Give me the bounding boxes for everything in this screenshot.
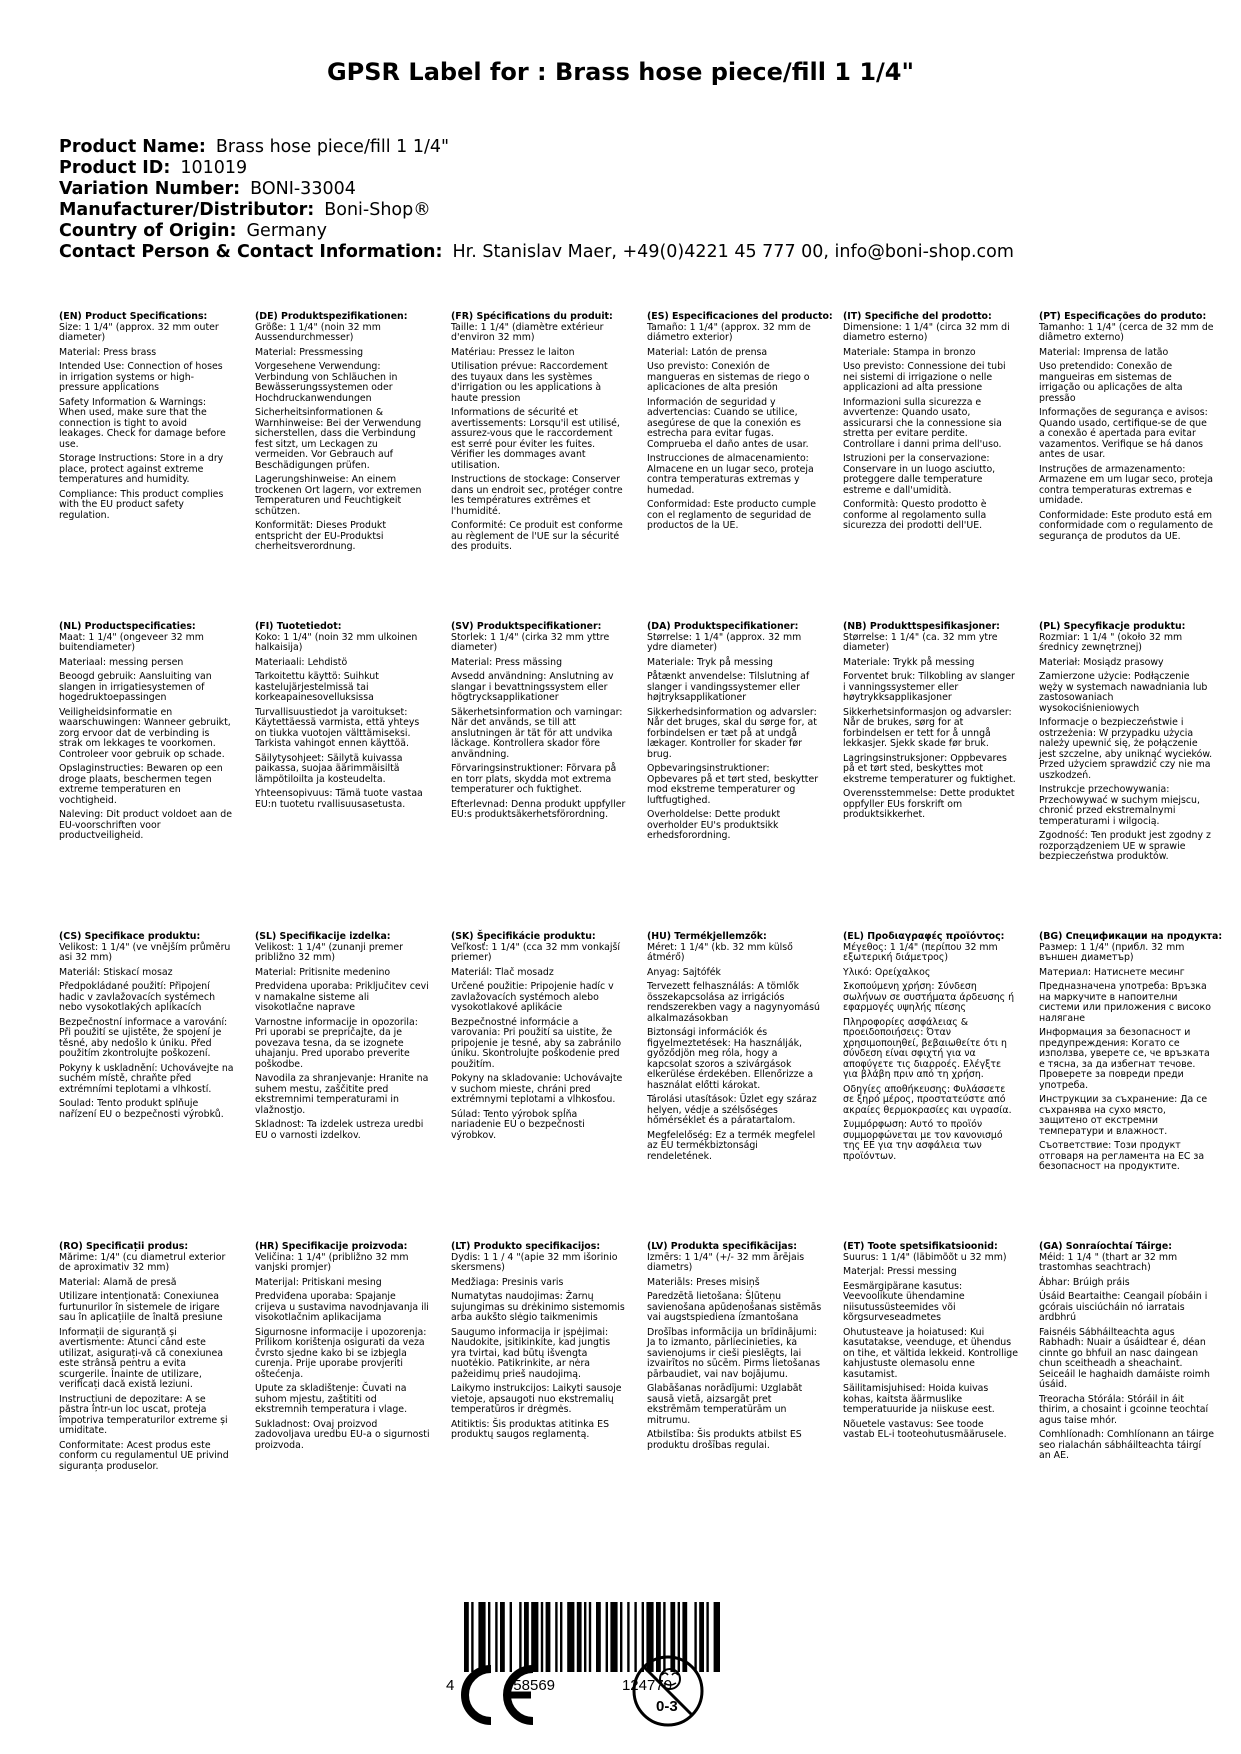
section-paragraph: Uso pretendido: Conexão de mangueiras em sistemas de irrigação ou aplicações de alta pressão: [1039, 361, 1183, 404]
section-paragraph: Intended Use: Connection of hoses in irrigation systems or high-pressure applications: [59, 361, 223, 393]
section-paragraph: Größe: 1 1/4" (noin 32 mm Aussendurchmesser): [255, 321, 381, 343]
barcode-bar: [610, 1602, 617, 1672]
section-paragraph: Pokyny k uskladnění: Uchovávejte na suchém místě, chraňte před extrémními teplotami a vlhkostí.: [59, 1062, 234, 1095]
barcode-bar: [584, 1602, 586, 1672]
section-paragraph: Material: Alamă de presă: [59, 1276, 177, 1288]
section-paragraph: Storage Instructions: Store in a dry place, protect against extreme temperatures and humidity.: [59, 453, 224, 485]
section-paragraph: Instrukcje przechowywania: Przechowywać w suchym miejscu, chronić przed ekstremalnymi temperaturami i wilgocią.: [1039, 784, 1200, 827]
language-section: [255, 932, 430, 1145]
barcode-digit-left: 4: [446, 1677, 455, 1694]
contact-row: [59, 242, 1014, 263]
section-heading: (CS) Specifikace produktu:: [59, 931, 201, 942]
section-paragraph: Faisnéis Sábháilteachta agus Rabhadh: Nuair a úsáidtear é, déan cinnte go bhfuil an nasc daingean chun sceitheadh a sheachaint. Seiceáil le haghaidh damáiste roimh úsáid.: [1039, 1326, 1210, 1390]
language-section: [843, 1242, 1018, 1445]
barcode-bar: [471, 1602, 473, 1672]
section-paragraph: Tervezett felhasználás: A tömlők összekapcsolása az irrigációs rendszerekben vagy a nagynyomású alkalmazásokban: [647, 981, 820, 1024]
language-section: [59, 622, 234, 846]
section-paragraph: Veiligheidsinformatie en waarschuwingen: Wanneer gebruikt, zorg ervoor dat de verbinding is strak om lekkages te voorkomen. Controleer voor gebruik op schade.: [59, 706, 231, 760]
section-heading: (SK) Špecifikácie produktu:: [451, 931, 596, 942]
section-paragraph: Materiaali: Lehdistö: [255, 656, 348, 668]
meta-label: Variation Number:: [59, 179, 241, 199]
section-paragraph: Storlek: 1 1/4" (cirka 32 mm yttre diameter): [451, 631, 610, 653]
section-heading: (PL) Specyfikacje produktu:: [1039, 621, 1186, 632]
section-paragraph: Materiale: Trykk på messing: [843, 656, 975, 668]
section-heading: (PT) Especificações do produto:: [1039, 311, 1207, 322]
section-paragraph: Matériau: Pressez le laiton: [451, 346, 575, 358]
section-paragraph: Materiāls: Preses misiņš: [647, 1276, 760, 1288]
meta-value: Germany: [246, 221, 327, 241]
section-paragraph: Tarkoitettu käyttö: Suihkut kastelujärjestelmissä tai korkeapainesovelluksissa: [255, 671, 379, 703]
section-paragraph: Paredzētā lietošana: Šļūteņu savienošana apūdeņošanas sistēmās vai augstspiediena izmantošana: [647, 1291, 822, 1323]
barcode-bar: [706, 1602, 708, 1672]
barcode-bar: [495, 1602, 497, 1672]
section-paragraph: Pokyny na skladovanie: Uchovávajte v suchom mieste, chráni pred extrémnymi teplotami a vlhkosťou.: [451, 1073, 623, 1105]
section-paragraph: Forventet bruk: Tilkobling av slanger i vanningssystemer eller høytrykksapplikasjoner: [843, 671, 1015, 703]
section-paragraph: Påtænkt anvendelse: Tilslutning af slanger i vandingssystemer eller højtryksapplikationer: [647, 671, 810, 703]
section-paragraph: Material: Press mässing: [451, 656, 563, 668]
section-paragraph: Megfelelőség: Ez a termék megfelel az EU termékbiztonsági rendeletének.: [647, 1129, 816, 1162]
section-paragraph: Οδηγίες αποθήκευσης: Φυλάσσετε σε ξηρό μέρος, προστατεύστε από ακραίες θερμοκρασίες και υγρασία.: [843, 1083, 1012, 1116]
section-heading: (ET) Toote spetsifikatsioonid:: [843, 1241, 998, 1252]
section-paragraph: Sukladnost: Ovaj proizvod zadovoljava uredbu EU-a o sigurnosti proizvoda.: [255, 1418, 430, 1451]
section-paragraph: Izmērs: 1 1/4" (+/- 32 mm ārējais diametrs): [647, 1251, 805, 1273]
section-paragraph: Méret: 1 1/4" (kb. 32 mm külső átmérő): [647, 941, 793, 963]
section-paragraph: Size: 1 1/4" (approx. 32 mm outer diameter): [59, 321, 219, 343]
section-paragraph: Информация за безопасност и предупреждения: Когато се използва, уверете се, че връзката е тясна, за да избегнат течове. Проверете за повреди преди употреба.: [1039, 1027, 1210, 1091]
section-paragraph: Beoogd gebruik: Aansluiting van slangen in irrigatiesystemen of hogedruktoepassingen: [59, 671, 212, 703]
section-heading: (NL) Productspecificaties:: [59, 621, 196, 632]
barcode-bar: [555, 1602, 557, 1672]
section-paragraph: Comhlíonadh: Comhlíonann an táirge seo rialachán sábháilteachta táirgí an AE.: [1039, 1429, 1214, 1461]
section-heading: (DA) Produktspecifikationer:: [647, 621, 799, 632]
section-paragraph: Размер: 1 1/4" (прибл. 32 mm външен диаметър): [1039, 941, 1185, 963]
section-paragraph: Información de seguridad y advertencias: Cuando se utilice, asegúrese de que la conexión es estrecha para evitar fugas. Comprueba el daño antes de usar.: [647, 396, 809, 450]
section-paragraph: Opbevaringsinstruktioner: Opbevares på et tørt sted, beskytter mod ekstreme temperaturer og luftfugtighed.: [647, 763, 819, 806]
language-section: [451, 932, 626, 1145]
section-paragraph: Předpokládané použití: Připojení hadic v zavlažovacích systémech nebo vysokotlakých aplikacích: [59, 981, 216, 1013]
section-paragraph: Materiał: Mosiądz prasowy: [1039, 656, 1164, 668]
section-paragraph: Upute za skladištenje: Čuvati na suhom mjestu, zaštititi od ekstremnih temperatura i vlage.: [255, 1383, 408, 1415]
section-paragraph: Bezpečnostné informácie a varovania: Pri použití sa uistite, že pripojenie je tesné, aby sa zabránilo úniku. Skontrolujte poškodenie pred použitím.: [451, 1016, 622, 1070]
section-paragraph: Compliance: This product complies with the EU product safety regulation.: [59, 488, 224, 521]
country-row: [59, 221, 1014, 242]
section-paragraph: Opslaginstructies: Bewaren op een droge plaats, beschermen tegen extreme temperaturen en vochtigheid.: [59, 763, 223, 806]
section-paragraph: Velikost: 1 1/4" (zunanji premer približno 32 mm): [255, 941, 403, 963]
section-heading: (GA) Sonraíochtaí Táirge:: [1039, 1241, 1172, 1252]
language-section: [1039, 1242, 1214, 1466]
section-paragraph: Størrelse: 1 1/4" (approx. 32 mm ydre diameter): [647, 631, 802, 653]
language-section: [451, 622, 626, 825]
age-0-3-warning-icon: [630, 1653, 706, 1729]
section-heading: (HU) Termékjellemzők:: [647, 931, 767, 942]
section-heading: (HR) Specifikacije proizvoda:: [255, 1241, 408, 1252]
section-paragraph: Suurus: 1 1/4" (läbimõõt u 32 mm): [843, 1251, 1007, 1263]
section-paragraph: Treoracha Stórála: Stóráil in áit thirim, a chosaint i gcoinne teochtaí agus taise mhór.: [1039, 1393, 1209, 1426]
section-paragraph: Størrelse: 1 1/4" (ca. 32 mm ytre diameter): [843, 631, 998, 653]
section-heading: (NB) Produkttspesifikasjoner:: [843, 621, 1000, 632]
section-paragraph: Материал: Натиснете месинг: [1039, 966, 1185, 978]
section-heading: (SL) Specifikacije izdelka:: [255, 931, 391, 942]
language-section: [647, 1242, 822, 1455]
section-paragraph: Utilizare intenționată: Conexiunea furtunurilor în sistemele de irigare sau în aplicațiile de înaltă presiune: [59, 1291, 223, 1323]
language-section: [451, 1242, 626, 1445]
section-paragraph: Materiale: Stampa in bronzo: [843, 346, 976, 358]
section-paragraph: Koko: 1 1/4" (noin 32 mm ulkoinen halkaisija): [255, 631, 418, 653]
section-paragraph: Sigurnosne informacije i upozorenja: Prilikom korištenja osigurati da veza čvrsto sjedne kako bi se izbjegla curenja. Prije uporabe provjeriti oštećenja.: [255, 1326, 427, 1380]
meta-label: Contact Person & Contact Information:: [59, 242, 443, 262]
language-section: [59, 932, 234, 1124]
section-paragraph: Yhteensopivuus: Tämä tuote vastaa EU:n tuotetu rvallisuusasetusta.: [255, 788, 423, 810]
section-heading: (ES) Especificaciones del producto:: [647, 311, 833, 322]
section-paragraph: Soulad: Tento produkt splňuje nařízení EU o bezpečnosti výrobků.: [59, 1098, 224, 1120]
section-paragraph: Utilisation prévue: Raccordement des tuyaux dans les systèmes d'irrigation ou les applications à haute pression: [451, 361, 608, 404]
barcode-bar: [606, 1602, 608, 1672]
section-paragraph: Numatytas naudojimas: Žarnų sujungimas su drėkinimo sistemomis arba aukšto slėgio taikmenimis: [451, 1291, 625, 1323]
section-paragraph: Velikost: 1 1/4" (ve vnějším průměru asi 32 mm): [59, 941, 231, 963]
variation-number-row: [59, 179, 1014, 200]
section-paragraph: Biztonsági információk és figyelmeztetések: Ha használják, győződjön meg róla, hogy a kapcsolat szoros a szivárgások elkerülése érdekében. Ellenőrizze a használat előtti károkat.: [647, 1027, 814, 1091]
meta-label: Product Name:: [59, 137, 206, 157]
section-paragraph: Ábhar: Brúigh práis: [1039, 1276, 1130, 1288]
language-section: [255, 312, 430, 557]
section-paragraph: Informacje o bezpieczeństwie i ostrzeżenia: W przypadku użycia należy upewnić się, że połączenie jest szczelne, aby uniknąć wycieków. Przed użyciem sprawdzić czy nie ma uszkodzeń.: [1039, 717, 1213, 781]
section-paragraph: Material: Imprensa de latão: [1039, 346, 1169, 358]
meta-label: Manufacturer/Distributor:: [59, 200, 315, 220]
section-paragraph: Инструкции за съхранение: Да се съхранява на сухо място, защитено от екстремни температури и влажност.: [1039, 1094, 1208, 1137]
barcode-bar: [546, 1602, 551, 1672]
barcode-bar: [488, 1602, 490, 1672]
barcode-bar: [531, 1602, 538, 1672]
section-paragraph: Conformidad: Este producto cumple con el reglamento de seguridad de productos de la UE.: [647, 499, 817, 531]
section-paragraph: Navodila za shranjevanje: Hranite na suhem mestu, zaščitite pred ekstremnimi temperaturami in vlažnostjo.: [255, 1073, 429, 1116]
section-paragraph: Conformitate: Acest produs este conform cu regulamentul UE privind siguranța produselor.: [59, 1439, 229, 1472]
section-paragraph: Maat: 1 1/4" (ongeveer 32 mm buitendiameter): [59, 631, 204, 653]
section-paragraph: Instrucțiuni de depozitare: A se păstra într-un loc uscat, proteja împotriva temperaturilor extreme și umiditate.: [59, 1393, 228, 1436]
section-paragraph: Uso previsto: Connessione dei tubi nei sistemi di irrigazione o nelle applicazioni ad alta pressione: [843, 361, 1006, 393]
barcode-bar: [577, 1602, 582, 1672]
section-paragraph: Informações de segurança e avisos: Quando usado, certifique-se de que a conexão é apertada para evitar vazamentos. Verifique se há danos antes de usar.: [1039, 407, 1208, 460]
section-paragraph: Tamanho: 1 1/4" (cerca de 32 mm de diâmetro externo): [1039, 321, 1214, 343]
section-paragraph: Предназначена употреба: Връзка на маркучите в напоителни системи или приложения с високо налягане: [1039, 981, 1211, 1024]
section-paragraph: Sikkerhetsinformasjon og advarsler: Når de brukes, sørg for at forbindelsen er tett for å unngå lekkasjer. Sjekk skade før bruk.: [843, 706, 1012, 749]
language-section: [843, 312, 1018, 536]
language-section: [843, 932, 1018, 1166]
section-paragraph: Material: Pritisnite medenino: [255, 966, 391, 978]
section-paragraph: Určené použitie: Pripojenie hadíc v zavlažovacích systémoch alebo vysokotlakové aplikácie: [451, 981, 614, 1013]
section-heading: (DE) Produktspezifikationen:: [255, 311, 408, 322]
section-paragraph: Saugumo informacija ir įspėjimai: Naudokite, įsitikinkite, kad jungtis yra tvirtai, kad būtų išvengta nuotėkio. Patikrinkite, ar nėra pažeidimų prieš naudojimą.: [451, 1326, 611, 1380]
barcode-bar: [541, 1602, 543, 1672]
section-paragraph: Efterlevnad: Denna produkt uppfyller EU:s produktsäkerhetsförordning.: [451, 798, 626, 820]
section-paragraph: Nõuetele vastavus: See toode vastab EL-i tooteohutusmäärusele.: [843, 1418, 1007, 1440]
section-heading: (EN) Product Specifications:: [59, 311, 208, 322]
language-section: [843, 622, 1018, 825]
section-heading: (FR) Spécifications du produit:: [451, 311, 613, 322]
section-heading: (LT) Produkto specifikacijos:: [451, 1241, 601, 1252]
section-paragraph: Materiaal: messing persen: [59, 656, 184, 668]
section-paragraph: Súlad: Tento výrobok spĺňa nariadenie EÚ o bezpečnosti výrobkov.: [451, 1108, 585, 1141]
language-section: [1039, 312, 1214, 546]
barcode-bar: [596, 1602, 601, 1672]
section-paragraph: Materiál: Tlač mosadz: [451, 966, 554, 978]
section-paragraph: Veľkosť: 1 1/4" (cca 32 mm vonkajší priemer): [451, 941, 620, 963]
section-paragraph: Konformität: Dieses Produkt entspricht der EU-Produktsi cherheitsverordnung.: [255, 520, 387, 552]
section-heading: (IT) Specifiche del prodotto:: [843, 311, 992, 322]
section-paragraph: Drošības informācija un brīdinājumi: Ja to izmanto, pārliecinieties, ka savienojums ir cieši pieslēgts, lai izvairītos no sūcēm. Pirms lietošanas pārbaudiet, vai nav bojājumu.: [647, 1326, 820, 1380]
product-meta: [59, 137, 1014, 263]
section-paragraph: Mărime: 1/4" (cu diametrul exterior de aproximativ 32 mm): [59, 1251, 226, 1273]
section-paragraph: Säkerhetsinformation och varningar: När det används, se till att anslutningen är tät för att undvika läckage. Kontrollera skador före användning.: [451, 706, 623, 760]
barcode-bar: [714, 1602, 720, 1672]
product-name-row: [59, 137, 1014, 158]
section-paragraph: Naleving: Dit product voldoet aan de EU-voorschriften voor productveiligheid.: [59, 809, 232, 841]
age-label: 0-3: [656, 1698, 678, 1715]
ce-mark-icon: [455, 1663, 539, 1727]
language-section: [647, 622, 822, 846]
barcode-group-left: 058569: [504, 1677, 556, 1694]
language-section: [451, 312, 626, 557]
language-section: [255, 622, 430, 814]
section-paragraph: Material: Pressmessing: [255, 346, 364, 358]
barcode-bar: [620, 1602, 622, 1672]
section-paragraph: Dimensione: 1 1/4" (circa 32 mm di diametro esterno): [843, 321, 1010, 343]
language-section: [59, 312, 234, 525]
section-paragraph: Conformità: Questo prodotto è conforme al regolamento sulla sicurezza dei prodotti dell'UE.: [843, 499, 987, 531]
section-heading: (RO) Specificații produs:: [59, 1241, 189, 1252]
section-paragraph: Съответствие: Този продукт отговаря на регламента на ЕС за безопасност на продуктите.: [1039, 1140, 1205, 1172]
section-paragraph: Sikkerhedsinformation og advarsler: Når det bruges, skal du sørge for, at forbindelsen er tæt på at undgå lækager. Kontroller for skader før brug.: [647, 706, 817, 760]
language-section: [59, 1242, 234, 1476]
barcode-bar: [510, 1602, 512, 1672]
section-heading: (BG) Спецификации на продукта:: [1039, 931, 1223, 942]
barcode-bar: [524, 1602, 529, 1672]
section-paragraph: Predviđena uporaba: Spajanje crijeva u sustavima navodnjavanja ili visokotlačnim aplikacijama: [255, 1291, 429, 1323]
section-paragraph: Tárolási utasítások: Üzlet egy száraz helyen, védje a szélsőséges hőmérséklet és a páratartalom.: [647, 1094, 817, 1126]
meta-label: Country of Origin:: [59, 221, 237, 241]
section-paragraph: Uso previsto: Conexión de mangueras en sistemas de riego o aplicaciones de alta presión: [647, 361, 810, 393]
manufacturer-row: [59, 200, 1014, 221]
section-paragraph: Sicherheitsinformationen & Warnhinweise: Bei der Verwendung sicherstellen, dass die Verbindung fest sitzt, um Leckagen zu vermeiden. Vor Gebrauch auf Beschädigungen prüfen.: [255, 407, 422, 471]
section-paragraph: Istruzioni per la conservazione: Conservare in un luogo asciutto, proteggere dalle temperature estreme e dall'umidità.: [843, 453, 996, 496]
section-paragraph: Overholdelse: Dette produkt overholder EU's produktsikk erhedsforordning.: [647, 809, 781, 841]
section-paragraph: Glabāšanas norādījumi: Uzglabāt sausā vietā, aizsargāt pret ekstrēmām temperatūrām un mitrumu.: [647, 1383, 803, 1426]
section-heading: (FI) Tuotetiedot:: [255, 621, 342, 632]
section-paragraph: Instructions de stockage: Conserver dans un endroit sec, protéger contre les températures extrêmes et l'humidité.: [451, 474, 623, 517]
language-section: [255, 1242, 430, 1455]
meta-value: BONI-33004: [250, 179, 356, 199]
section-paragraph: Atbilstība: Šis produkts atbilst ES produktu drošības regulai.: [647, 1429, 802, 1451]
section-paragraph: Predvidena uporaba: Priključitev cevi v namakalne sisteme ali visokotlačne naprave: [255, 981, 429, 1013]
meta-value: 101019: [180, 158, 248, 178]
language-section: [1039, 931, 1223, 1177]
section-paragraph: Medžiaga: Presinis varis: [451, 1276, 564, 1288]
section-paragraph: Instrucciones de almacenamiento: Almacene en un lugar seco, proteja contra temperaturas extremas y humedad.: [647, 453, 814, 496]
section-paragraph: Taille: 1 1/4" (diamètre extérieur d'environ 32 mm): [451, 321, 604, 343]
meta-value: Hr. Stanislav Maer, +49(0)4221 45 777 00, info@boni-shop.com: [452, 242, 1014, 262]
section-paragraph: Πληροφορίες ασφάλειας & προειδοποιήσεις: Όταν χρησιμοποιηθεί, βεβαιωθείτε ότι η σύνδεση είναι σφιχτή για να αποφύγετε τις διαρροές. Ελέγξτε για βλάβη πριν από τη χρήση.: [843, 1016, 1007, 1080]
section-paragraph: Ohutusteave ja hoiatused: Kui kasutatakse, veenduge, et ühendus on tihe, et vältida lekkeid. Kontrollige kahjustuste olemasolu enne kasutamist.: [843, 1326, 1019, 1380]
barcode-bar: [519, 1602, 521, 1672]
barcode-group-right: 124770: [621, 1677, 673, 1694]
barcode-bar: [464, 1602, 469, 1672]
section-paragraph: Safety Information & Warnings: When used, make sure that the connection is tight to avoid leakages. Check for damage before use.: [59, 396, 226, 450]
section-paragraph: Varnostne informacije in opozorila: Pri uporabi se prepričajte, da je povezava tesna, da se izognete uhajanju. Pred uporabo preverite poškodbe.: [255, 1016, 418, 1070]
section-paragraph: Anyag: Sajtófék: [647, 966, 721, 978]
section-paragraph: Μέγεθος: 1 1/4" (περίπου 32 mm εξωτερική διάμετρος): [843, 941, 998, 963]
section-paragraph: Avsedd användning: Anslutning av slangar i bevattningssystem eller högtrycksapplikationer: [451, 671, 614, 703]
section-paragraph: Informații de siguranță și avertismente: Atunci când este utilizat, asigurați-vă că conexiunea este strânsă pentru a evita scurgerile. Înainte de utilizare, verificați dacă există leziuni.: [59, 1326, 224, 1390]
barcode-bar: [560, 1602, 562, 1672]
section-paragraph: Υλικό: Ορείχαλκος: [843, 966, 931, 978]
section-paragraph: Tamaño: 1 1/4" (approx. 32 mm de diámetro exterior): [647, 321, 811, 343]
section-paragraph: Vorgesehene Verwendung: Verbindung von Schläuchen in Bewässerungssystemen oder Hochdruckanwendungen: [255, 361, 398, 404]
section-paragraph: Säilytysohjeet: Säilytä kuivassa paikassa, suojaa äärimmäisiltä lämpötiloilta ja kosteudelta.: [255, 752, 403, 785]
product-id-row: [59, 158, 1014, 179]
barcode-bar: [589, 1602, 591, 1672]
section-paragraph: Συμμόρφωση: Αυτό το προϊόν συμμορφώνεται με τον κανονισμό της ΕΕ για την ασφάλεια των προϊόντων.: [843, 1119, 1003, 1162]
section-paragraph: Σκοπούμενη χρήση: Σύνδεση σωλήνων σε συστήματα άρδευσης ή εφαρμογές υψηλής πίεσης: [843, 981, 1015, 1013]
section-paragraph: Informazioni sulla sicurezza e avvertenze: Quando usato, assicurarsi che la connessione sia stretta per evitare perdite. Controllare i danni prima dell'uso.: [843, 396, 1002, 450]
meta-label: Product ID:: [59, 158, 171, 178]
language-section: [647, 932, 822, 1166]
section-paragraph: Material: Latón de prensa: [647, 346, 768, 358]
section-paragraph: Materijal: Pritiskani mesing: [255, 1276, 382, 1288]
section-paragraph: Conformité: Ce produit est conforme au règlement de l'UE sur la sécurité des produits.: [451, 520, 623, 552]
section-paragraph: Lagerungshinweise: An einem trockenen Ort lagern, vor extremen Temperaturen und Feuchtigkeit schützen.: [255, 474, 422, 517]
section-paragraph: Turvallisuustiedot ja varoitukset: Käytettäessä varmista, että yhteys on tiukka vuotojen välttämiseksi. Tarkista vahingot ennen käyttöä.: [255, 706, 420, 749]
meta-value: Boni-Shop®: [324, 200, 431, 220]
section-paragraph: Rozmiar: 1 1/4 " (około 32 mm średnicy zewnętrznej): [1039, 631, 1183, 653]
page-title: GPSR Label for : Brass hose piece/fill 1 1/4": [326, 58, 915, 86]
section-paragraph: Veličina: 1 1/4" (približno 32 mm vanjski promjer): [255, 1251, 409, 1273]
barcode-bar: [567, 1602, 574, 1672]
section-heading: (SV) Produktspecifikationer:: [451, 621, 602, 632]
section-paragraph: Úsáid Beartaithe: Ceangail píobáin i gcórais uisciúcháin nó iarratais ardbhrú: [1039, 1291, 1208, 1323]
section-paragraph: Dydis: 1 1 / 4 "(apie 32 mm išorinio skersmens): [451, 1251, 618, 1273]
barcode-bar: [478, 1602, 485, 1672]
section-paragraph: Laikymo instrukcijos: Laikyti sausoje vietoje, apsaugoti nuo ekstremalių temperatūros ir drėgmės.: [451, 1383, 622, 1415]
language-section: [1039, 622, 1214, 867]
barcode-bar: [500, 1602, 505, 1672]
section-paragraph: Materjal: Pressi messing: [843, 1266, 957, 1277]
section-paragraph: Instruções de armazenamento: Armazene em um lugar seco, proteja contra temperaturas extremas e umidade.: [1039, 463, 1213, 506]
section-paragraph: Skladnost: Ta izdelek ustreza uredbi EU o varnosti izdelkov.: [255, 1119, 424, 1141]
section-paragraph: Atitiktis: Šis produktas atitinka ES produktų saugos reglamentą.: [451, 1418, 610, 1440]
section-paragraph: Materiál: Stiskací mosaz: [59, 966, 173, 978]
section-paragraph: Zgodność: Ten produkt jest zgodny z rozporządzeniem UE w sprawie bezpieczeństwa produktów.: [1039, 830, 1211, 862]
section-paragraph: Säilitamisjuhised: Hoida kuivas kohas, kaitsta äärmuslike temperatuuride ja niiskuse eest.: [843, 1383, 995, 1415]
section-paragraph: Material: Press brass: [59, 346, 157, 358]
section-paragraph: Bezpečnostní informace a varování: Při použití se ujistěte, že spojení je těsné, aby nedošlo k úniku. Před použitím zkontrolujte poškození.: [59, 1016, 228, 1059]
section-paragraph: Materiale: Tryk på messing: [647, 656, 773, 668]
meta-value: Brass hose piece/fill 1 1/4": [215, 137, 450, 157]
section-paragraph: Informations de sécurité et avertissements: Lorsqu'il est utilisé, assurez-vous que le raccordement est serré pour éviter les fuites. Vérifier les dommages avant utilisation.: [451, 407, 620, 471]
section-heading: (EL) Προδιαγραφές προϊόντος:: [843, 931, 1005, 942]
section-paragraph: Förvaringsinstruktioner: Förvara på en torr plats, skydda mot extrema temperaturer och fuktighet.: [451, 763, 617, 795]
section-paragraph: Lagringsinstruksjoner: Oppbevares på et tørt sted, beskyttes mot ekstreme temperaturer og fuktighet.: [843, 752, 1016, 785]
section-heading: (LV) Produkta specifikācijas:: [647, 1241, 797, 1252]
section-paragraph: Overensstemmelse: Dette produktet oppfyller EUs forskrift om produktsikkerhet.: [843, 788, 1015, 820]
language-section: [647, 311, 833, 536]
section-paragraph: Eesmärgipärane kasutus: Veevoolikute ühendamine niisutussüsteemides või kõrgsurveseadmetes: [843, 1280, 965, 1323]
section-paragraph: Conformidade: Este produto está em conformidade com o regulamento de segurança de produtos da UE.: [1039, 509, 1214, 542]
section-paragraph: Méid: 1 1/4 " (thart ar 32 mm trastomhas seachtrach): [1039, 1251, 1178, 1273]
section-paragraph: Zamierzone użycie: Podłączenie węży w systemach nawadniania lub zastosowaniach wysokociśnieniowych: [1039, 671, 1208, 714]
